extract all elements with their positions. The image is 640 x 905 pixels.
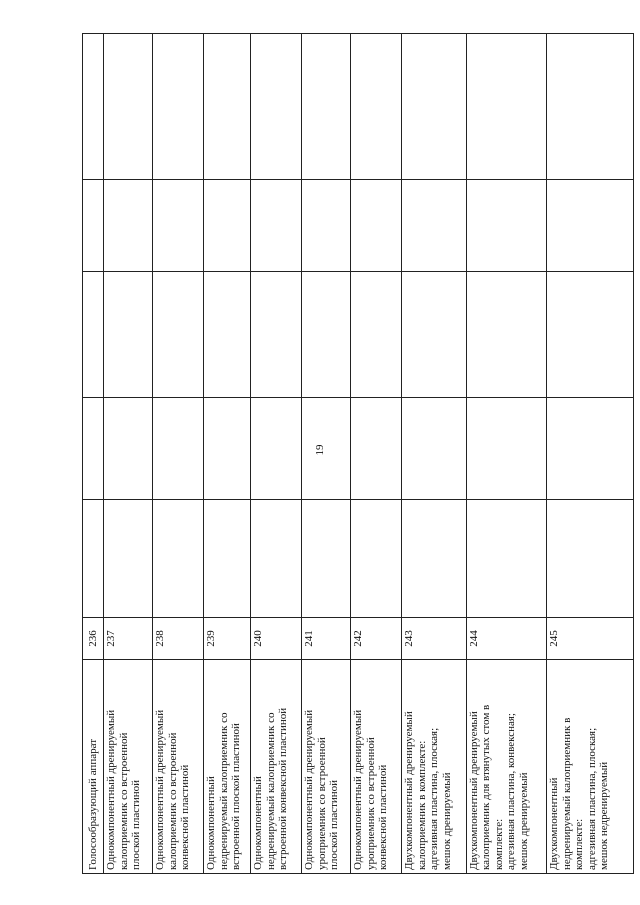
item-name-cell: Однокомпонентный недренируемый калоприемник со встроенной конвексной пластиной [251,660,302,874]
item-name-cell: Однокомпонентный недренируемый калоприемник со встроенной плоской пластиной [204,660,251,874]
empty-cell [251,180,302,272]
empty-cell [204,398,251,500]
empty-cell [83,272,104,398]
empty-cell [351,398,402,500]
page-number: 19 [314,444,326,456]
empty-cell [104,180,153,272]
empty-cell [251,272,302,398]
table-row [153,34,204,874]
empty-cell [302,34,351,180]
empty-cell [351,500,402,618]
empty-cell [104,34,153,180]
empty-cell [104,500,153,618]
item-code-cell: 243 [402,618,467,660]
item-code-cell: 239 [204,618,251,660]
empty-cell [402,180,467,272]
empty-cell [153,272,204,398]
empty-cell [204,272,251,398]
empty-cell [153,500,204,618]
empty-cell [251,398,302,500]
empty-cell [83,398,104,500]
empty-cell [351,272,402,398]
data-table [82,33,634,874]
item-code-cell: 245 [547,618,634,660]
empty-cell [153,34,204,180]
empty-cell [104,398,153,500]
empty-cell [302,180,351,272]
table-row [251,34,302,874]
item-name-cell: Двухкомпонентный недренируемый калоприемник в комплекте: адгезивная пластина, плоская; мешок недренируемый [547,660,634,874]
item-name-cell: Однокомпонентный дренируемый калоприемник со встроенной конвексной пластиной [153,660,204,874]
empty-cell [302,500,351,618]
empty-cell [204,34,251,180]
table-row [104,34,153,874]
item-name-cell: Однокомпонентный дренируемый калоприемник со встроенной плоской пластиной [104,660,153,874]
rotated-table-container [82,34,634,874]
item-code-cell: 240 [251,618,302,660]
empty-cell [547,398,634,500]
empty-cell [251,500,302,618]
empty-cell [204,180,251,272]
item-name-cell: Голосообразующий аппарат [83,660,104,874]
empty-cell [402,500,467,618]
empty-cell [153,180,204,272]
table-row [83,34,104,874]
table-row [302,34,351,874]
item-code-cell: 236 [83,618,104,660]
empty-cell [153,398,204,500]
item-name-cell: Однокомпонентный дренируемый уроприемник со встроенной плоской пластиной [302,660,351,874]
empty-cell [351,180,402,272]
empty-cell [547,500,634,618]
table-row [351,34,402,874]
empty-cell [466,180,546,272]
item-code-cell: 244 [466,618,546,660]
empty-cell [402,398,467,500]
empty-cell [466,500,546,618]
empty-cell [83,34,104,180]
table-row [547,34,634,874]
empty-cell [104,272,153,398]
empty-cell [83,500,104,618]
item-code-cell: 237 [104,618,153,660]
empty-cell [204,500,251,618]
item-name-cell: Двухкомпонентный дренируемый калоприемник в комплекте: адгезивная пластина, плоская; мешок дренируемый [402,660,467,874]
table-row [466,34,546,874]
empty-cell [402,272,467,398]
empty-cell [302,272,351,398]
empty-cell [251,34,302,180]
table-row [204,34,251,874]
empty-cell [547,272,634,398]
empty-cell [547,34,634,180]
empty-cell [547,180,634,272]
empty-cell [351,34,402,180]
item-code-cell: 241 [302,618,351,660]
empty-cell [302,398,351,500]
item-name-cell: Двухкомпонентный дренируемый калоприемник для втянутых стом в комплекте: адгезивная пластина, конвексная; мешок дренируемый [466,660,546,874]
item-code-cell: 242 [351,618,402,660]
item-name-cell: Однокомпонентный дренируемый уроприемник со встроенной конвексной пластиной [351,660,402,874]
empty-cell [466,34,546,180]
item-code-cell: 238 [153,618,204,660]
empty-cell [466,398,546,500]
empty-cell [402,34,467,180]
empty-cell [83,180,104,272]
empty-cell [466,272,546,398]
table-row [402,34,467,874]
